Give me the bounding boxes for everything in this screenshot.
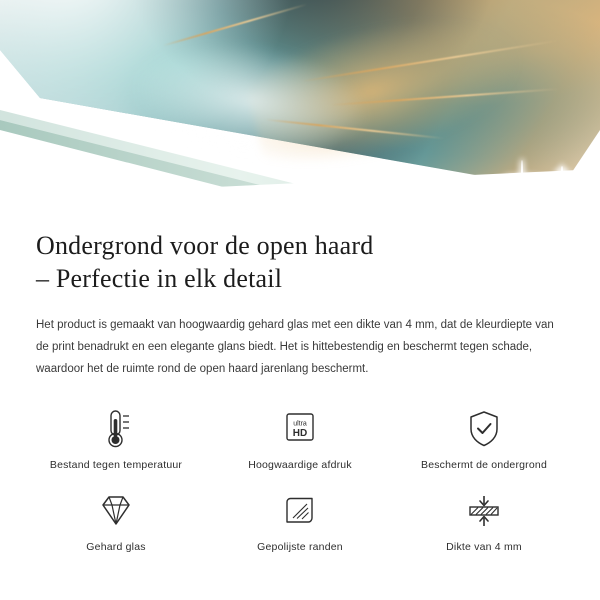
feature-label: Beschermt de ondergrond (420, 458, 547, 471)
ultra-hd-icon (278, 407, 322, 451)
feature-label: Bestand tegen temperatuur (49, 458, 183, 471)
feature-polished-edges (208, 489, 392, 553)
feature-print-quality (208, 407, 392, 471)
feature-label: Gehard glas (86, 540, 146, 553)
feature-grid (0, 407, 600, 553)
content-block (0, 215, 600, 381)
svg-text:HD: HD (292, 427, 308, 439)
feature-tempered-glass (24, 489, 208, 553)
feature-label: Hoogwaardige afdruk (248, 458, 352, 471)
feature-label: Gepolijste randen (257, 540, 343, 553)
feature-surface-protection (392, 407, 576, 471)
svg-text:ultra: ultra (293, 420, 307, 428)
page-title (36, 229, 564, 296)
headline-line-1: Ondergrond voor de open haard (36, 231, 374, 260)
description-paragraph: Het product is gemaakt van hoogwaardig gehard glas met een dikte van 4 mm, dat de kleurdiepte van de print benadrukt en een elegante glans biedt. Het is hittebestendig en beschermt tegen schade, waardoor het de ruimte rond de open haard jarenlang beschermt. (36, 318, 554, 376)
feature-thickness (392, 489, 576, 553)
polished-edges-icon (279, 489, 321, 533)
hero-image (0, 0, 600, 215)
shield-check-icon (464, 407, 504, 451)
thermometer-icon (96, 407, 136, 451)
feature-temperature (24, 407, 208, 471)
headline-line-2: – Perfectie in elk detail (36, 264, 283, 294)
diamond-icon (93, 489, 139, 533)
thickness-icon (462, 489, 506, 533)
feature-label: Dikte van 4 mm (446, 540, 522, 553)
